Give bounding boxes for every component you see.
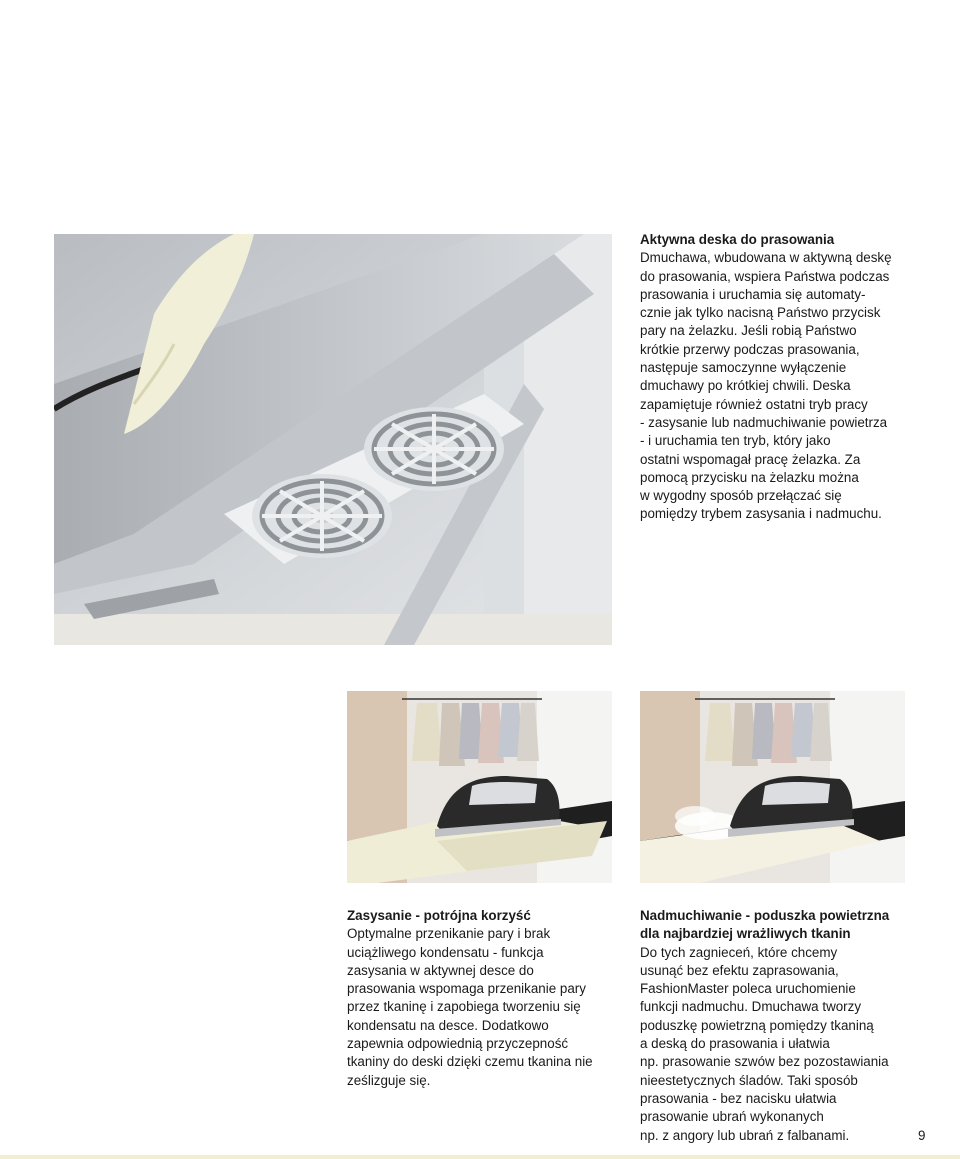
iron-blowing-photo [640, 691, 905, 883]
text-line: tkaniny do deski dzięki czemu tkanina nie [347, 1054, 593, 1070]
text-line: np. z angory lub ubrań z falbanami. [640, 1127, 850, 1143]
text-line: Optymalne przenikanie pary i brak [347, 926, 551, 942]
text-line: nieestetycznych śladów. Taki sposób [640, 1072, 858, 1088]
text-line: kondensatu na desce. Dodatkowo [347, 1017, 549, 1033]
blowing-heading-line-2: dla najbardziej wrażliwych tkanin [640, 926, 851, 942]
suction-heading: Zasysanie - potrójna korzyść [347, 908, 531, 923]
blowing-heading-line-1: Nadmuchiwanie - poduszka powietrzna [640, 908, 890, 923]
footer-rule [0, 1155, 960, 1159]
main-heading: Aktywna deska do prasowania [640, 232, 835, 247]
text-line: pary na żelazku. Jeśli robią Państwo [640, 323, 857, 339]
blowing-description [640, 907, 889, 1145]
text-line: Dmuchawa, wbudowana w aktywną deskę [640, 250, 892, 266]
text-line: przez tkaninę i zapobiega tworzeniu się [347, 999, 581, 1015]
text-line: uciążliwego kondensatu - funkcja [347, 944, 544, 960]
text-line: cznie jak tylko nacisną Państwo przycisk [640, 305, 881, 321]
text-line: prasowania - bez nacisku ułatwia [640, 1090, 837, 1106]
board-fans-photo [54, 234, 612, 645]
text-line: - zasysanie lub nadmuchiwanie powietrza [640, 414, 888, 430]
text-line: Do tych zagnieceń, które chcemy [640, 944, 838, 960]
text-line: prasowanie ubrań wykonanych [640, 1109, 824, 1125]
text-line: zasysania w aktywnej desce do [347, 962, 534, 978]
iron-suction-photo [347, 691, 612, 883]
text-line: np. prasowanie szwów bez pozostawiania [640, 1054, 889, 1070]
text-line: FashionMaster poleca uruchomienie [640, 981, 856, 997]
text-line: pomocą przycisku na żelazku można [640, 469, 859, 485]
text-line: ześlizguje się. [347, 1072, 431, 1088]
text-line: dmuchawy po krótkiej chwili. Deska [640, 378, 851, 394]
text-line: usunąć bez efektu zaprasowania, [640, 962, 839, 978]
text-line: pomiędzy trybem zasysania i nadmuchu. [640, 506, 882, 522]
text-line: a deską do prasowania i ułatwia [640, 1036, 830, 1052]
page-number: 9 [918, 1128, 926, 1143]
text-line: poduszkę powietrzną pomiędzy tkaniną [640, 1017, 874, 1033]
text-line: prasowania wspomaga przenikanie pary [347, 981, 586, 997]
suction-description [347, 907, 593, 1090]
text-line: funkcji nadmuchu. Dmuchawa tworzy [640, 999, 862, 1015]
main-description [640, 231, 892, 524]
text-line: do prasowania, wspiera Państwa podczas [640, 268, 890, 284]
text-line: następuje samoczynne wyłączenie [640, 360, 847, 376]
text-line: zapamiętuje również ostatni tryb pracy [640, 396, 868, 412]
text-line: w wygodny sposób przełączać się [640, 488, 842, 504]
text-line: zapewnia odpowiednią przyczepność [347, 1036, 569, 1052]
text-line: krótkie przerwy podczas prasowania, [640, 341, 860, 357]
text-line: prasowania i uruchamia się automaty- [640, 286, 866, 302]
text-line: - i uruchamia ten tryb, który jako [640, 433, 831, 449]
text-line: ostatni wspomagał pracę żelazka. Za [640, 451, 861, 467]
